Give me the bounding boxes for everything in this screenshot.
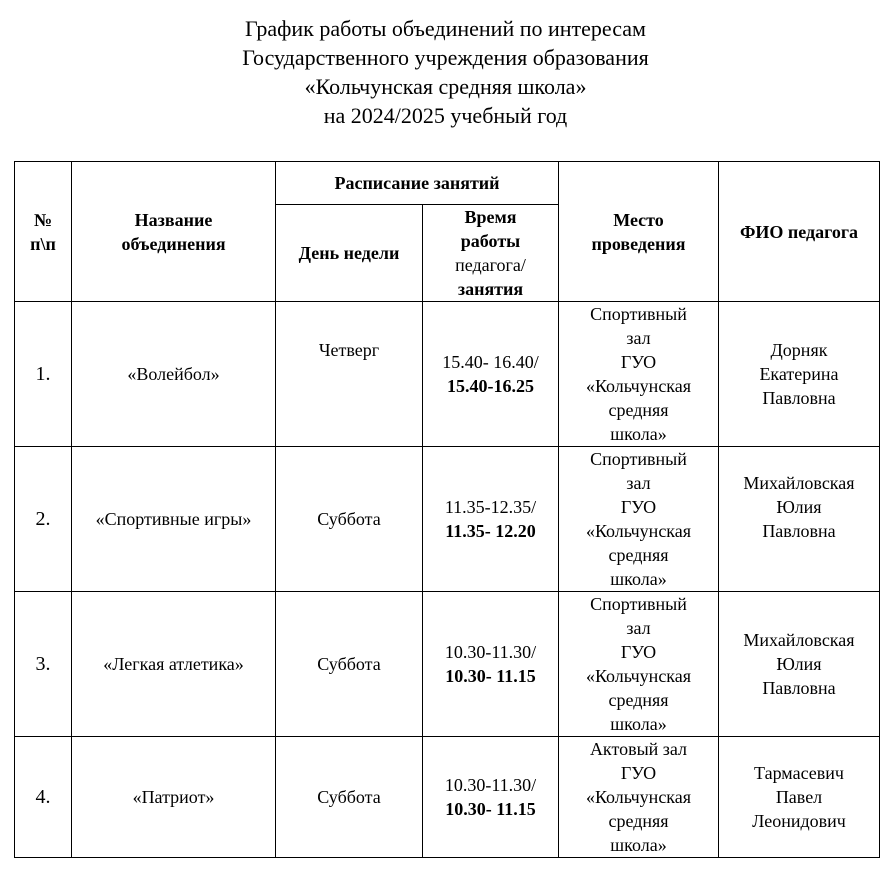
title-line-2: Государственного учреждения образования <box>242 45 649 70</box>
row-num: 4. <box>15 737 72 858</box>
schedule-table <box>14 161 880 858</box>
row-place: Спортивный зал ГУО «Кольчунская средняя школа» <box>559 447 719 592</box>
table-row <box>15 302 880 447</box>
row-time: 11.35-12.35/ 11.35- 12.20 <box>423 447 559 592</box>
row-place: Спортивный зал ГУО «Кольчунская средняя школа» <box>559 302 719 447</box>
header-name: Название объединения <box>72 162 276 302</box>
row-name: «Легкая атлетика» <box>72 592 276 737</box>
row-day: Четверг <box>276 302 423 447</box>
row-num: 2. <box>15 447 72 592</box>
row-teacher: Михайловская Юлия Павловна <box>719 447 880 592</box>
row-place: Спортивный зал ГУО «Кольчунская средняя школа» <box>559 592 719 737</box>
row-time: 15.40- 16.40/ 15.40-16.25 <box>423 302 559 447</box>
header-time: Время работы педагога/ занятия <box>423 205 559 302</box>
row-num: 1. <box>15 302 72 447</box>
row-time: 10.30-11.30/ 10.30- 11.15 <box>423 592 559 737</box>
row-day: Суббота <box>276 592 423 737</box>
table-row <box>15 592 880 737</box>
header-day: День недели <box>276 205 423 302</box>
header-num: № п\п <box>15 162 72 302</box>
row-name: «Волейбол» <box>72 302 276 447</box>
header-place: Место проведения <box>559 162 719 302</box>
row-num: 3. <box>15 592 72 737</box>
row-name: «Спортивные игры» <box>72 447 276 592</box>
row-day: Суббота <box>276 447 423 592</box>
header-teacher: ФИО педагога <box>719 162 880 302</box>
row-place: Актовый зал ГУО «Кольчунская средняя школа» <box>559 737 719 858</box>
row-name: «Патриот» <box>72 737 276 858</box>
row-teacher: Дорняк Екатерина Павловна <box>719 302 880 447</box>
row-day: Суббота <box>276 737 423 858</box>
title-line-1: График работы объединений по интересам <box>245 16 646 41</box>
row-teacher: Михайловская Юлия Павловна <box>719 592 880 737</box>
title-line-4: на 2024/2025 учебный год <box>323 103 568 128</box>
row-time: 10.30-11.30/ 10.30- 11.15 <box>423 737 559 858</box>
header-schedule: Расписание занятий <box>276 162 559 205</box>
document-title <box>0 14 891 130</box>
title-line-3: «Кольчунская средняя школа» <box>304 74 587 99</box>
table-row <box>15 447 880 592</box>
row-teacher: Тармасевич Павел Леонидович <box>719 737 880 858</box>
table-row <box>15 737 880 858</box>
